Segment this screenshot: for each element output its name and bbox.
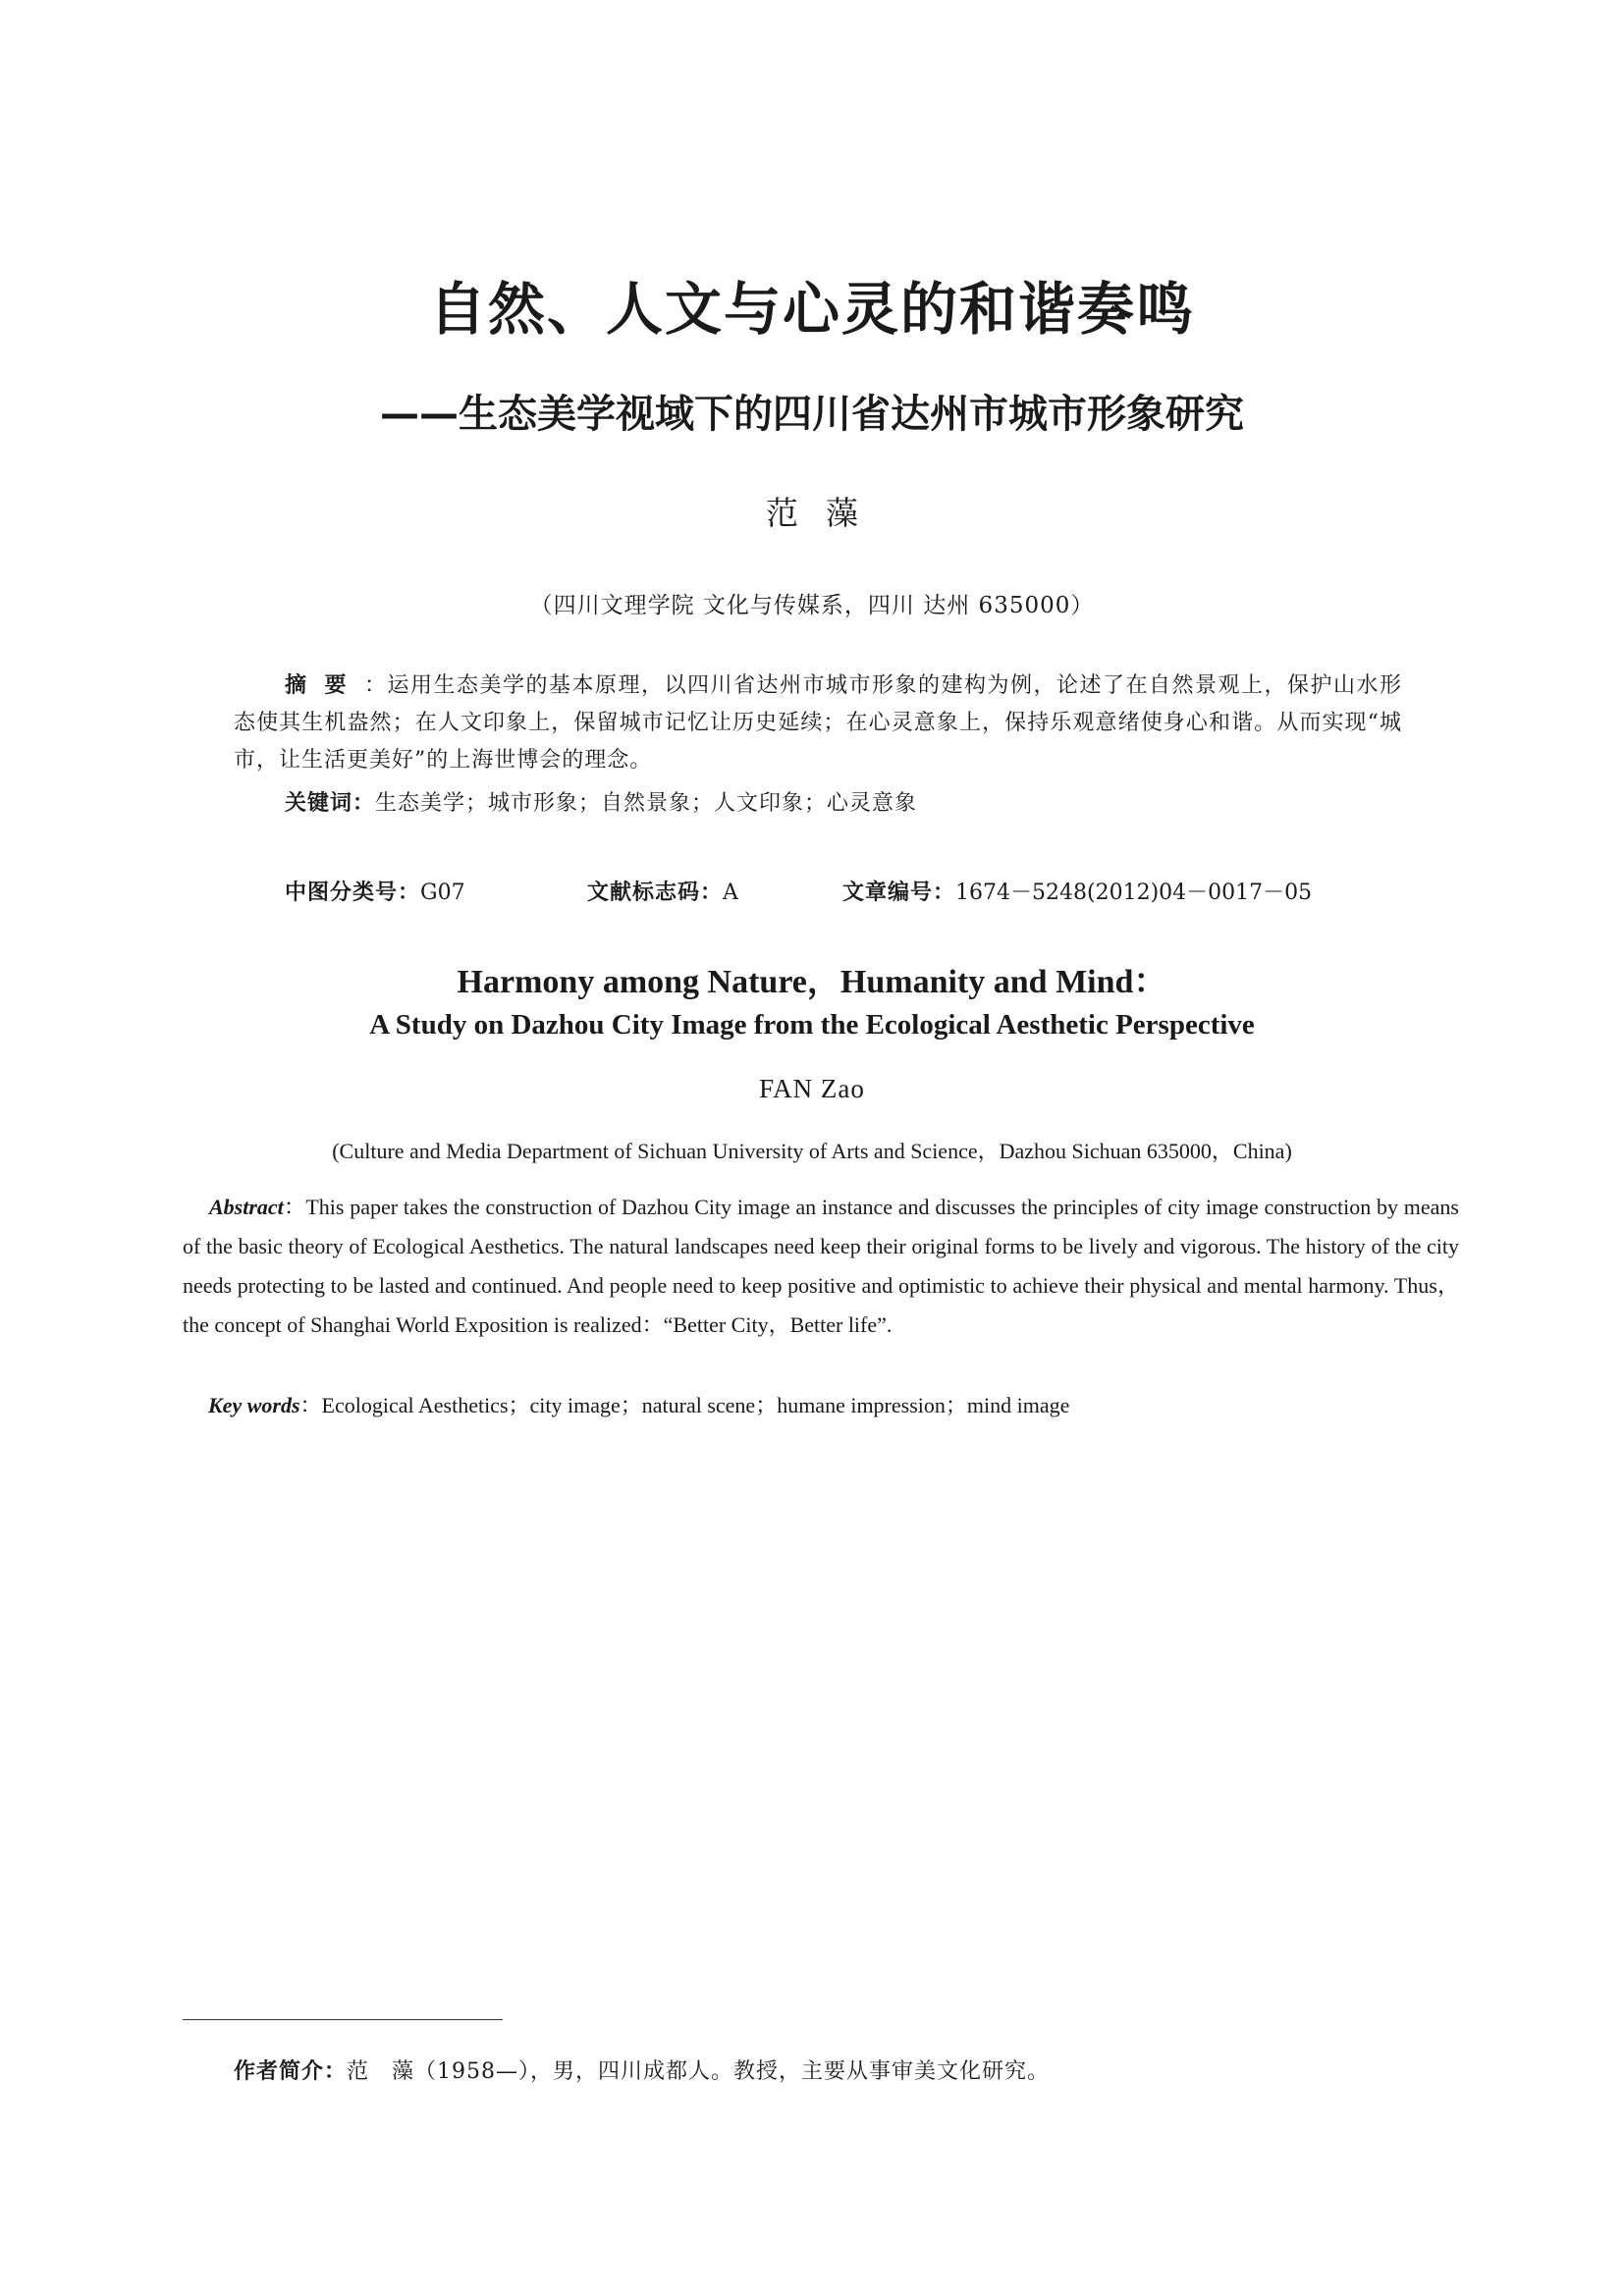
english-subtitle: A Study on Dazhou City Image from the Ecological Aesthetic Perspective (369, 1009, 1255, 1041)
english-title: Harmony among Nature，Humanity and Mind： (457, 964, 1167, 1000)
document-code-value: A (723, 881, 738, 905)
classification-number-value: G07 (420, 881, 465, 905)
article-number-value: 1674－5248(2012)04－0017－05 (955, 881, 1313, 905)
author-footnote-label: 作者简介： (234, 2059, 348, 2084)
article-number (842, 876, 1312, 906)
chinese-keywords (285, 785, 1404, 823)
english-keywords-separator: ： (299, 1393, 322, 1417)
english-author: FAN Zao (759, 1074, 865, 1103)
document-code (587, 876, 738, 906)
english-abstract-label: Abstract (209, 1195, 284, 1219)
chinese-author: 范藻 (766, 494, 886, 532)
footnote-divider (183, 2019, 503, 2020)
english-affiliation: (Culture and Media Department of Sichuan University of Arts and Science，Dazhou Sichuan 635000，China) (332, 1139, 1292, 1163)
chinese-keywords-text: 生态美学；城市形象；自然景象；人文印象；心灵意象 (375, 791, 918, 816)
chinese-keywords-label: 关键词： (285, 791, 376, 816)
chinese-subtitle: ——生态美学视域下的四川省达州市城市形象研究 (380, 392, 1244, 437)
english-abstract-separator: ： (283, 1195, 306, 1219)
classification-number-label: 中图分类号： (285, 881, 421, 905)
chinese-affiliation: （四川文理学院 文化与传媒系，四川 达州 635000） (529, 593, 1095, 618)
chinese-abstract (234, 667, 1402, 779)
article-number-label: 文章编号： (842, 881, 956, 905)
chinese-abstract-colon: ： (364, 673, 388, 698)
document-code-label: 文献标志码： (587, 881, 724, 905)
english-keywords (208, 1386, 1455, 1425)
english-abstract-text: This paper takes the construction of Dazhou City image an instance and discusses the principles of city image construction by means of the basic theory of Ecological Aesthetics. The natural landscapes need keep their original forms to be lively and vigorous. The history of the city needs protecting to be lasted and continued. And people need to keep positive and optimistic to achieve their physical and mental harmony. Thus，the concept of Shanghai World Exposition is realized：“Better City，Better life”. (183, 1195, 1459, 1337)
classification-number (285, 876, 465, 906)
author-footnote (234, 2055, 1402, 2085)
author-footnote-text: 范 藻（1958—），男，四川成都人。教授，主要从事审美文化研究。 (347, 2059, 1051, 2084)
chinese-abstract-text: 运用生态美学的基本原理，以四川省达州市城市形象的建构为例，论述了在自然景观上，保护山水形态使其生机盎然；在人文印象上，保留城市记忆让历史延续；在心灵意象上，保持乐观意绪使身心和谐。从而实现“城市，让生活更美好”的上海世博会的理念。 (234, 673, 1402, 773)
english-keywords-text: Ecological Aesthetics；city image；natural scene；humane impression；mind image (321, 1393, 1070, 1417)
english-keywords-label: Key words (208, 1393, 300, 1417)
chinese-title: 自然、人文与心灵的和谐奏鸣 (428, 276, 1195, 343)
chinese-abstract-label: 摘要 (285, 673, 364, 698)
english-abstract (183, 1188, 1459, 1345)
